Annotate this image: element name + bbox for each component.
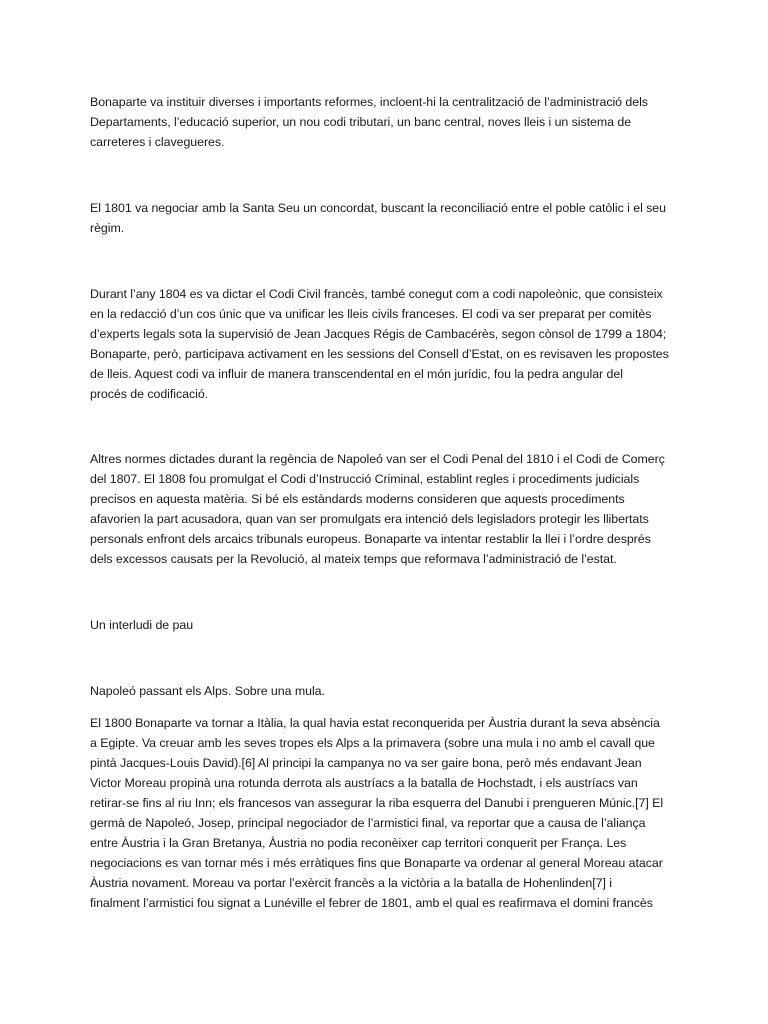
paragraph-other-codes bbox=[90, 449, 680, 569]
text-line: Departaments, l’educació superior, un nou codi tributari, un banc central, noves lleis i un sistema de bbox=[90, 115, 632, 129]
text-line: personals enfront dels arcaics tribunals europeus. Bonaparte va intentar restablir la llei i l’ordre després bbox=[90, 532, 651, 546]
text-line: dels excessos causats per la Revolució, al mateix temps que reformava l’administració de l’estat. bbox=[90, 552, 617, 566]
text-line: d’experts legals sota la supervisió de Jean Jacques Régis de Cambacérès, segon cònsol de 1799 a 1804; bbox=[90, 327, 667, 341]
paragraph-civil-code bbox=[90, 284, 680, 404]
text-line: retirar-se fins al riu Inn; els francesos van assegurar la riba esquerra del Danubi i prengueren Múnic.[7] El bbox=[90, 796, 664, 810]
paragraph-italy-campaign bbox=[90, 713, 680, 913]
text-line: afavorien la part acusadora, quan van ser promulgats era intenció dels legisladors protegir les llibertats bbox=[90, 512, 649, 526]
text-line: finalment l’armistici fou signat a Lunéville el febrer de 1801, amb el qual es reafirmava el domini francès bbox=[90, 896, 653, 910]
text-line: del 1807. El 1808 fou promulgat el Codi d’Instrucció Criminal, establint regles i procediments judicials bbox=[90, 472, 640, 486]
text-line: entre Àustria i la Gran Bretanya, Àustria no podia reconèixer cap territori conquerit per França. Les bbox=[90, 836, 627, 850]
paragraph-reforms bbox=[90, 92, 680, 152]
text-line: Altres normes dictades durant la regència de Napoleó van ser el Codi Penal del 1810 i el Codi de Comerç bbox=[90, 452, 665, 466]
text-line: pintà Jacques-Louis David).[6] Al principi la campanya no va ser gaire bona, però més endavant Jean bbox=[90, 756, 642, 770]
text-line: de lleis. Aquest codi va influir de manera transcendental en el món jurídic, fou la pedra angular del bbox=[90, 367, 623, 381]
text-line: Àustria novament. Moreau va portar l’exèrcit francès a la victòria a la batalla de Hohenlinden[7] i bbox=[90, 876, 612, 890]
text-line: El 1800 Bonaparte va tornar a Itàlia, la qual havia estat reconquerida per Àustria durant la seva absència bbox=[90, 716, 660, 730]
image-caption bbox=[90, 681, 680, 701]
text-line: carreteres i clavegueres. bbox=[90, 135, 225, 149]
text-line: Durant l’any 1804 es va dictar el Codi Civil francès, també conegut com a codi napoleònic, que consisteix bbox=[90, 287, 663, 301]
text-line: procés de codificació. bbox=[90, 387, 209, 401]
text-line: Un interludi de pau bbox=[90, 618, 194, 632]
text-line: en la redacció d’un cos únic que va unificar les lleis civils franceses. El codi va ser preparat per comitès bbox=[90, 307, 652, 321]
paragraph-concordat bbox=[90, 198, 680, 238]
text-line: Victor Moreau propinà una rotunda derrota als austríacs a la batalla de Hochstadt, i els austríacs van bbox=[90, 776, 638, 790]
text-line: negociacions es van tornar més i més erràtiques fins que Bonaparte va ordenar al general Moreau atacar bbox=[90, 856, 663, 870]
text-line: precisos en aquesta matèria. Si bé els estàndards moderns consideren que aquests procediments bbox=[90, 492, 625, 506]
section-heading bbox=[90, 615, 680, 635]
text-line: Bonaparte, però, participava activament en les sessions del Consell d’Estat, on es revisaven les propostes bbox=[90, 347, 669, 361]
text-line: Napoleó passant els Alps. Sobre una mula. bbox=[90, 684, 325, 698]
text-line: germà de Napoleó, Josep, principal negociador de l’armistici final, va reportar que a causa de l’aliança bbox=[90, 816, 646, 830]
text-line: a Egipte. Va creuar amb les seves tropes els Alps a la primavera (sobre una mula i no amb el cavall que bbox=[90, 736, 655, 750]
text-line: El 1801 va negociar amb la Santa Seu un concordat, buscant la reconciliació entre el poble catòlic i el seu bbox=[90, 201, 666, 215]
text-line: règim. bbox=[90, 221, 125, 235]
text-line: Bonaparte va instituir diverses i importants reformes, incloent-hi la centralització de l’administració dels bbox=[90, 95, 648, 109]
